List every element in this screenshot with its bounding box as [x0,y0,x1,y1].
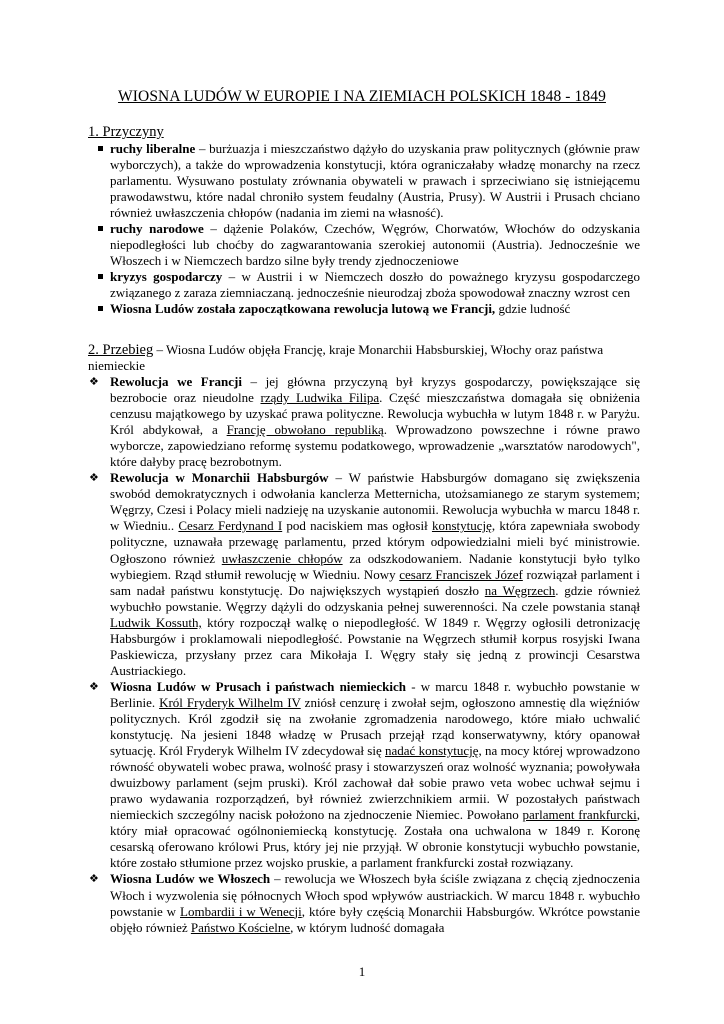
section-course [88,342,640,936]
square-bullet-icon [98,274,103,279]
square-bullet-icon [98,146,103,151]
causes-list [88,141,640,317]
diamond-bullet-icon: ❖ [89,375,99,388]
square-bullet-icon [98,226,103,231]
section-course-heading: 2. Przebieg – Wiosna Ludów objęła Francję, kraje Monarchii Habsburskiej, Włochy oraz państwa niemieckie [88,342,604,373]
list-item: ❖ Wiosna Ludów w Prusach i państwach niemieckich - w marcu 1848 r. wybuchło powstanie w Berlinie. Król Fryderyk Wilhelm IV zniósł cenzurę i zwołał sejm, ogłoszono amnestię dla więźniów politycznych. Król zgodził się na zwołanie zgromadzenia narodowego, które miało uchwalić konstytucję. Na jesieni 1848 władzę w Prusach przejął rząd konserwatywny, który opanował sytuację. Król Fryderyk Wilhelm IV zdecydował się nadać konstytucję, na mocy której wprowadzono równość obywateli wobec prawa, wolność prasy i stowarzyszeń oraz wolność wyznania; powoływała dwuizbowy parlament (sejm pruski). Król zachował dał sobie prawo veta wobec uchwał sejmu i prawo wydawania rozporządzeń, był również zwierzchnikiem armii. W pozostałych państwach niemieckich szczególny nacisk położono na zjednoczenie Niemiec. Powołano parlament frankfurcki, który miał opracować ogólnoniemiecką konstytucję. Została ona uchwalona w 1849 r. Koronę cesarską oferowano królowi Prus, który jej nie przyjął. W obronie konstytucji wybuchło powstanie, które zostało stłumione przez wojsko pruskie, a parlament frankfurcki został rozwiązany. [89,678,641,871]
page-number: 1 [358,964,366,979]
list-item: ruchy liberalne – burżuazja i mieszczaństwo dążyło do uzyskania praw politycznych (głównie praw wyborczych), a także do wprowadzenia konstytucji, która ograniczałaby władzę monarchy na rzecz parlamentu. Wysuwano postulaty zrównania obywateli w prawach i sprzeciwiano się istniejącemu prawodawstwu, które nadal chroniło system feudalny (Austria, Prusy). W Austrii i Prusach chciano również uwłaszczenia chłopów (nadania im ziemi na własność). [88,141,640,221]
list-item: Wiosna Ludów została zapoczątkowana rewolucja lutową we Francji, gdzie ludność [88,301,640,317]
section-causes-heading: 1. Przyczyny [88,124,164,140]
course-list [88,374,640,936]
list-item: ruchy narodowe – dążenie Polaków, Czechów, Węgrów, Chorwatów, Włochów do odzyskania niepodległości lub choćby do zagwarantowania szerokiej autonomii (Austria). Jednocześnie we Włoszech i w Niemczech bardzo silne były trendy zjednoczeniowe [88,221,640,269]
list-item: kryzys gospodarczy – w Austrii i w Niemczech doszło do poważnego kryzysu gospodarczego związanego z zaraza ziemniaczaną. jednocześnie nieurodzaj zboża spowodował znaczny wzrost cen [88,269,640,301]
document-title: WIOSNA LUDÓW W EUROPIE I NA ZIEMIACH POLSKICH 1848 - 1849 [118,88,606,105]
section-causes [88,124,640,317]
diamond-bullet-icon: ❖ [89,872,99,886]
list-item: ❖ Wiosna Ludów we Włoszech – rewolucja we Włoszech była ściśle związana z chęcią zjednoczenia Włoch i wyzwolenia się północnych Włoch spod wpływów austriackich. W marcu 1848 r. wybuchło powstanie w Lombardii i w Wenecji, które były częścią Monarchii Habsburgów. Wkrótce powstanie objęło również Państwo Kościelne, w którym ludność domagała [89,871,641,935]
list-item: ❖ Rewolucja we Francji – jej główna przyczyną był kryzys gospodarczy, powiększające się bezrobocie oraz nieudolne rządy Ludwika Filipa. Część mieszczaństwa domagała się obniżenia cenzusu majątkowego by uzyskać prawa polityczne. Rewolucja wybuchła w lutym 1848 r. w Paryżu. Król abdykował, a Francję obwołano republiką. Wprowadzono powszechne i równe prawo wyborcze, zapowiedziano reformę systemu podatkowego, wprowadzenie „warsztatów narodowych", które dałyby pracę bezrobotnym. [89,374,641,470]
diamond-bullet-icon: ❖ [89,471,99,485]
diamond-bullet-icon: ❖ [89,679,99,693]
square-bullet-icon [98,306,103,311]
list-item: ❖ Rewolucja w Monarchii Habsburgów – W państwie Habsburgów domagano się zwiększenia swobód demokratycznych i odwołania kanclerza Metternicha, utożsamianego ze starym systemem; Węgrzy, Czesi i Polacy mieli nadzieję na uzyskanie autonomii. Rewolucja wybuchła w marcu 1848 r. w Wiedniu.. Cesarz Ferdynand I pod naciskiem mas ogłosił konstytucję, która zapewniała swobody polityczne, uznawała przewagę parlamentu, przed którym odpowiedzialni mieli być ministrowie. Ogłoszono również uwłaszczenie chłopów za odszkodowaniem. Nadanie konstytucji było tylko wybiegiem. Rząd stłumił rewolucję w Wiedniu. Nowy cesarz Franciszek Józef rozwiązał parlament i sam nadał państwu konstytucję. Do największych wystąpień doszło na Węgrzech. gdzie również wybuchło powstanie. Węgrzy dążyli do odzyskania pełnej suwerenności. Na czele powstania stanął Ludwik Kossuth, który rozpoczął walkę o niepodległość. W 1849 r. Węgrzy ogłosili detronizację Habsburgów i proklamowali niepodległość. Powstanie na Węgrzech stłumił korpus rosyjski Iwana Paskiewicza, przysłany przez cara Mikołaja I. Węgry stały się jedną z prowincji Cesarstwa Austriackiego. [89,470,641,678]
